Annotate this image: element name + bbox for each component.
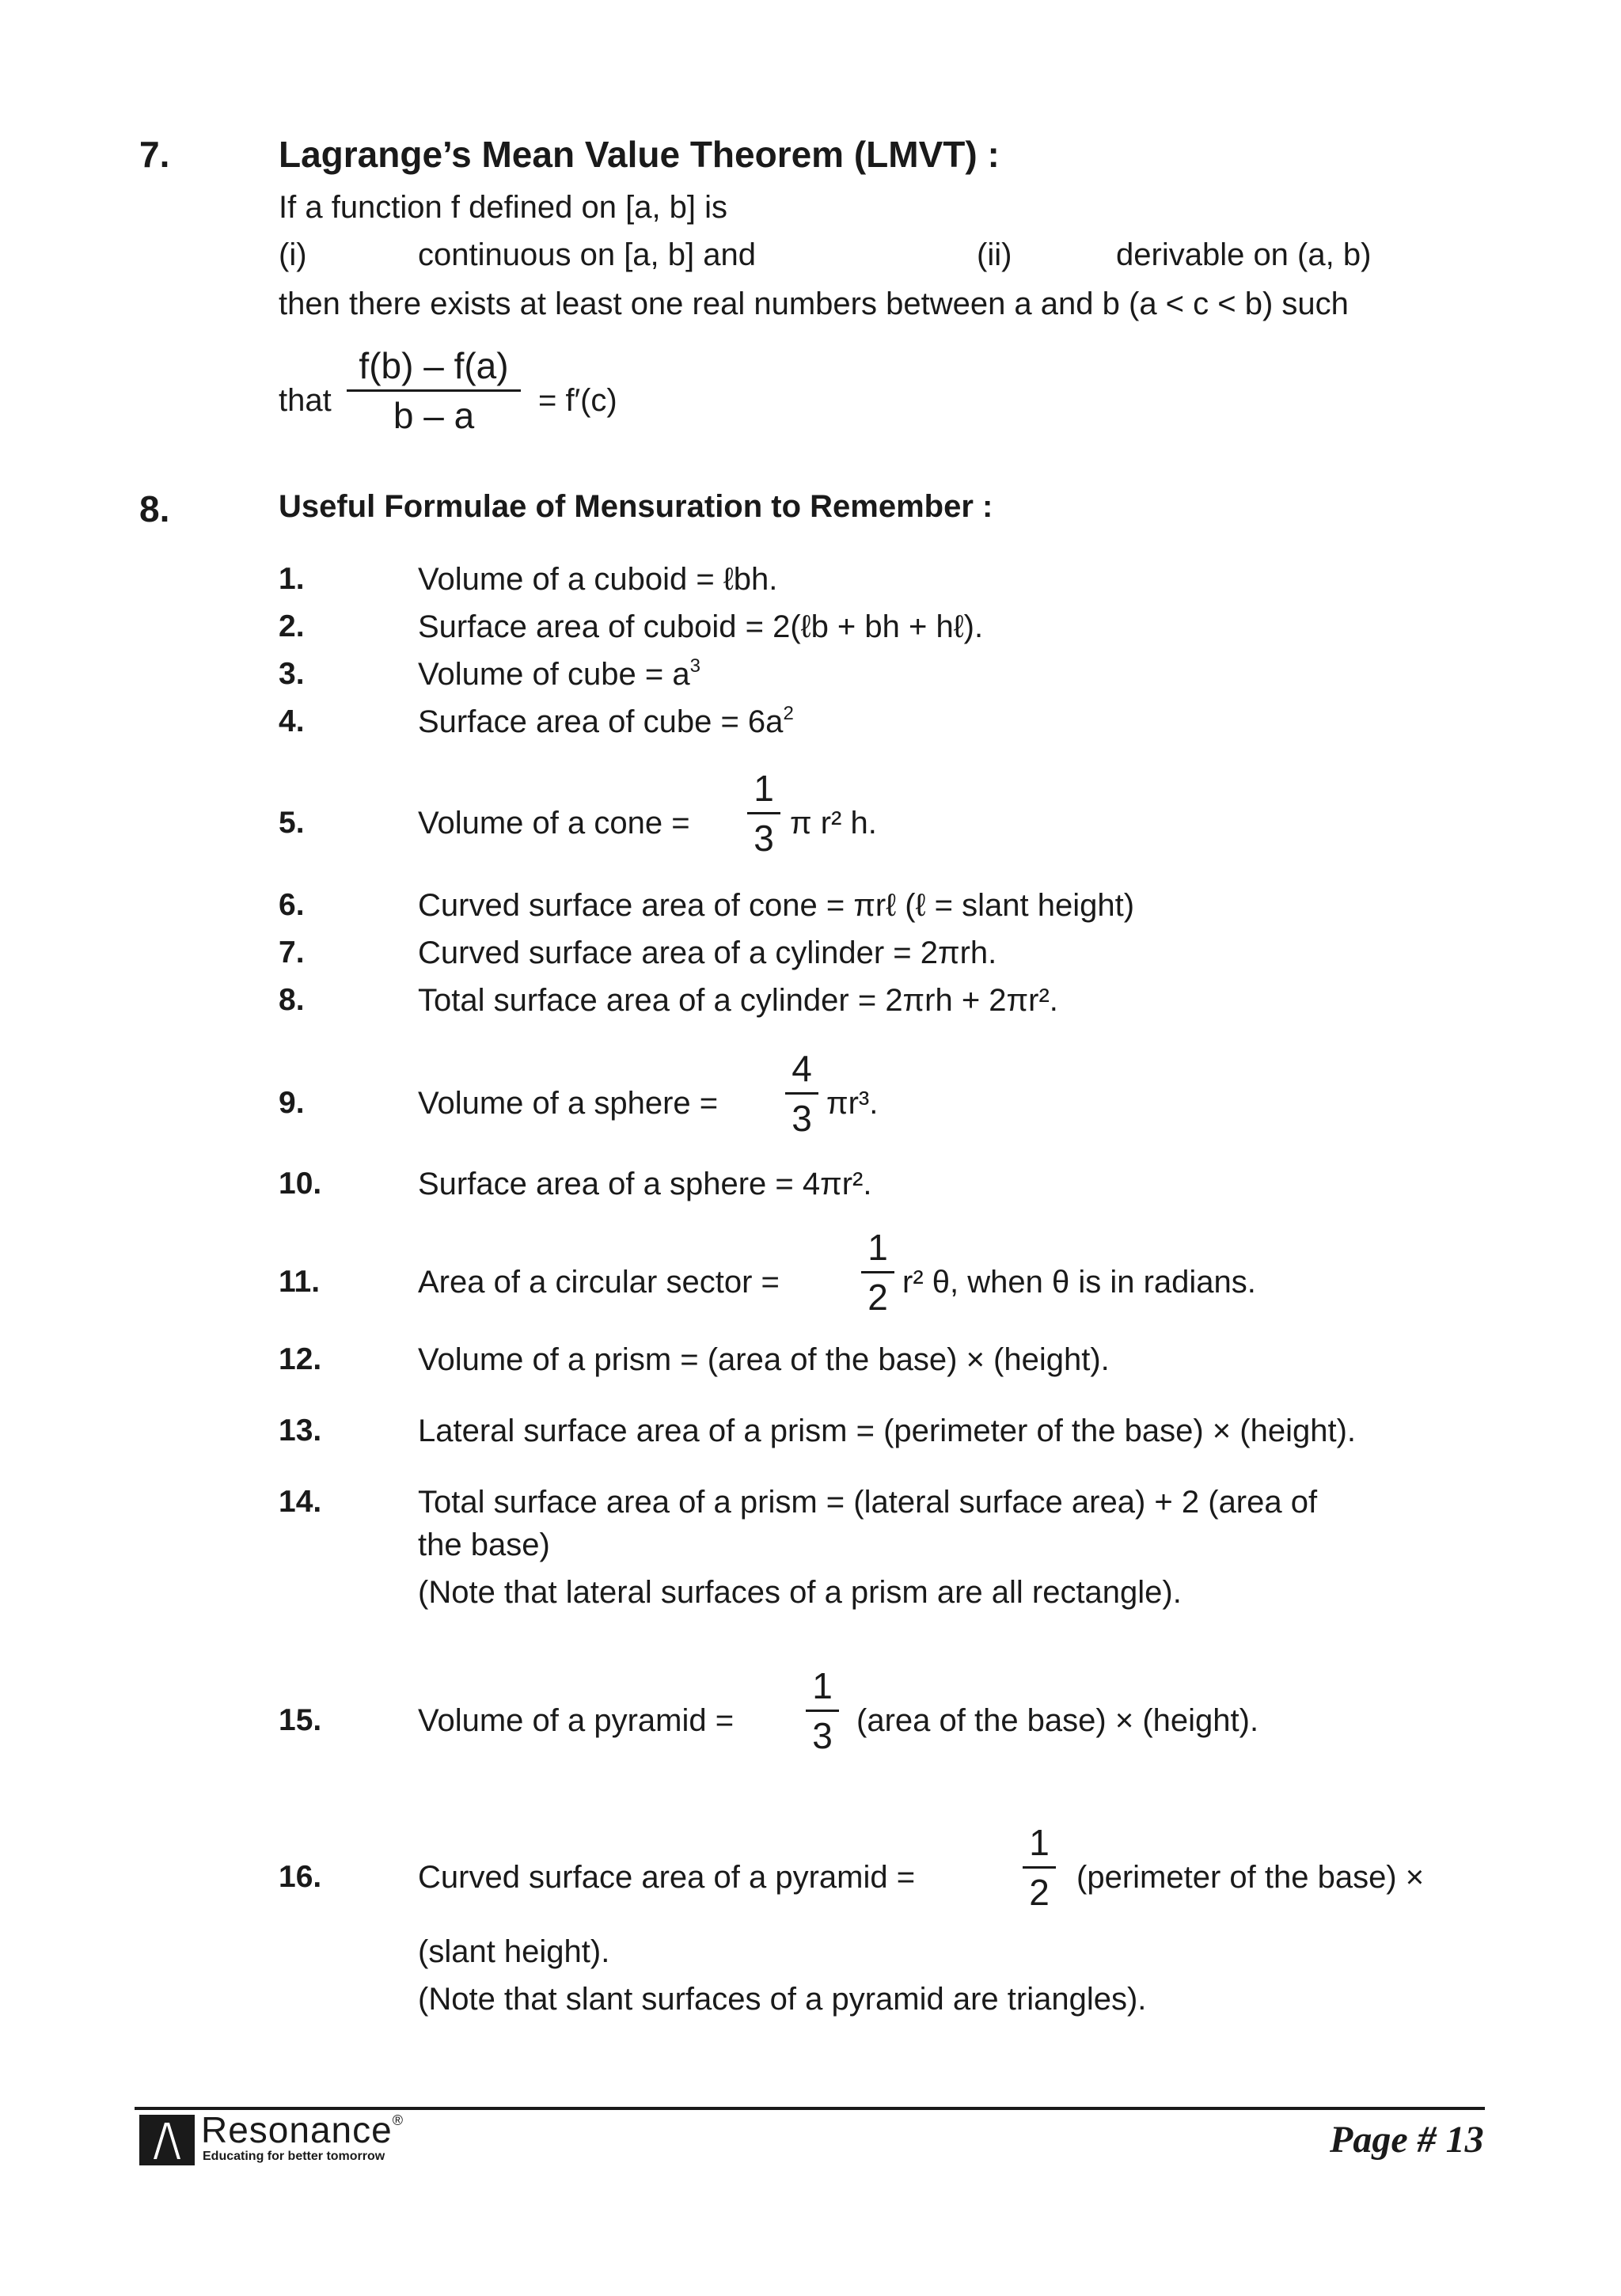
item-14-line-2: the base): [418, 1528, 550, 1562]
item-3-main: Volume of cube = a: [418, 657, 690, 692]
item-5-number: 5.: [279, 806, 305, 840]
logo-name: Resonance: [201, 2109, 393, 2150]
lmvt-fraction: [347, 347, 521, 435]
section-8-title: Useful Formulae of Mensuration to Remember :: [279, 489, 993, 524]
item-1-text: Volume of a cuboid = ℓbh.: [418, 562, 778, 597]
item-11-post: r² θ, when θ is in radians.: [902, 1265, 1256, 1300]
item-3-sup: 3: [689, 655, 700, 677]
item-16-note: (Note that slant surfaces of a pyramid are triangles).: [418, 1982, 1147, 2017]
item-14-text: Total surface area of a prism = (lateral surface area) + 2 (area of: [418, 1485, 1318, 1520]
section-7-number: 7.: [139, 134, 170, 175]
item-2-text: Surface area of cuboid = 2(ℓb + bh + hℓ).: [418, 609, 984, 644]
section-8-number: 8.: [139, 488, 170, 529]
item-3-number: 3.: [279, 657, 305, 691]
condition-1-text: continuous on [a, b] and: [418, 237, 756, 272]
lmvt-line-1: If a function f defined on [a, b] is: [279, 190, 728, 225]
item-15-fraction: [806, 1667, 839, 1755]
item-7-text: Curved surface area of a cylinder = 2πrh.: [418, 935, 997, 970]
item-3-text: [418, 657, 700, 693]
item-12-number: 12.: [279, 1342, 322, 1376]
fraction-bar: [1023, 1866, 1056, 1869]
page-number: Page # 13: [1330, 2119, 1484, 2161]
resonance-logo-icon: [139, 2115, 195, 2165]
item-1-number: 1.: [279, 562, 305, 596]
item-9-post: πr³.: [826, 1086, 879, 1121]
item-5-post: π r² h.: [790, 806, 877, 841]
item-5-numerator: 1: [754, 768, 774, 809]
item-6-text: Curved surface area of cone = πrℓ (ℓ = slant height): [418, 888, 1135, 923]
fraction-bar: [747, 812, 780, 814]
item-4-number: 4.: [279, 704, 305, 738]
lmvt-denominator: b – a: [393, 395, 475, 436]
item-10-number: 10.: [279, 1167, 322, 1201]
that-word: that: [279, 383, 332, 418]
fraction-bar: [806, 1710, 839, 1712]
item-2-number: 2.: [279, 609, 305, 643]
item-4-text: [418, 704, 794, 740]
condition-2-label: (ii): [977, 237, 1012, 272]
registered-mark: ®: [392, 2112, 404, 2128]
item-9-numerator: 4: [792, 1048, 812, 1089]
item-7-number: 7.: [279, 935, 305, 970]
fraction-bar: [347, 389, 521, 392]
item-15-text: Volume of a pyramid =: [418, 1703, 735, 1738]
condition-2-text: derivable on (a, b): [1116, 237, 1372, 272]
item-9-fraction: [785, 1049, 818, 1137]
item-16-line-2: (slant height).: [418, 1934, 610, 1969]
item-16-post: (perimeter of the base) ×: [1076, 1860, 1425, 1895]
item-14-note: (Note that lateral surfaces of a prism are all rectangle).: [418, 1575, 1182, 1610]
item-15-denominator: 3: [812, 1715, 833, 1756]
logo-tagline: Educating for better tomorrow: [203, 2150, 385, 2163]
item-14-number: 14.: [279, 1485, 322, 1519]
fraction-bar: [785, 1092, 818, 1095]
item-11-text: Area of a circular sector =: [418, 1265, 780, 1300]
item-16-number: 16.: [279, 1860, 322, 1894]
item-11-denominator: 2: [867, 1277, 888, 1318]
item-4-main: Surface area of cube = 6a: [418, 704, 784, 739]
item-4-sup: 2: [783, 703, 794, 724]
item-11-number: 11.: [279, 1265, 321, 1299]
item-10-text: Surface area of a sphere = 4πr².: [418, 1167, 872, 1201]
item-9-text: Volume of a sphere =: [418, 1086, 719, 1121]
lmvt-rhs: = f′(c): [538, 383, 617, 418]
logo-wordmark: [201, 2108, 404, 2151]
condition-1-label: (i): [279, 237, 307, 272]
item-11-numerator: 1: [867, 1227, 888, 1268]
item-15-post: (area of the base) × (height).: [856, 1703, 1259, 1738]
item-6-number: 6.: [279, 888, 305, 922]
item-16-fraction: [1023, 1824, 1056, 1911]
item-11-fraction: [861, 1228, 894, 1316]
item-5-text: Volume of a cone =: [418, 806, 690, 841]
item-12-text: Volume of a prism = (area of the base) × (height).: [418, 1342, 1110, 1377]
item-15-numerator: 1: [812, 1665, 833, 1706]
section-7-title: Lagrange’s Mean Value Theorem (LMVT) :: [279, 134, 1000, 175]
item-16-numerator: 1: [1029, 1822, 1050, 1863]
item-9-denominator: 3: [792, 1098, 812, 1139]
item-13-number: 13.: [279, 1414, 322, 1448]
item-8-text: Total surface area of a cylinder = 2πrh + 2πr².: [418, 983, 1058, 1018]
item-15-number: 15.: [279, 1703, 322, 1737]
lmvt-line-3: then there exists at least one real numbers between a and b (a < c < b) such: [279, 287, 1349, 321]
item-13-text: Lateral surface area of a prism = (perimeter of the base) × (height).: [418, 1414, 1357, 1448]
item-5-denominator: 3: [754, 818, 774, 859]
item-9-number: 9.: [279, 1086, 305, 1120]
item-16-text: Curved surface area of a pyramid =: [418, 1860, 916, 1895]
lmvt-numerator: f(b) – f(a): [359, 345, 509, 386]
item-8-number: 8.: [279, 983, 305, 1017]
fraction-bar: [861, 1271, 894, 1273]
item-16-denominator: 2: [1029, 1872, 1050, 1913]
item-5-fraction: [747, 769, 780, 857]
